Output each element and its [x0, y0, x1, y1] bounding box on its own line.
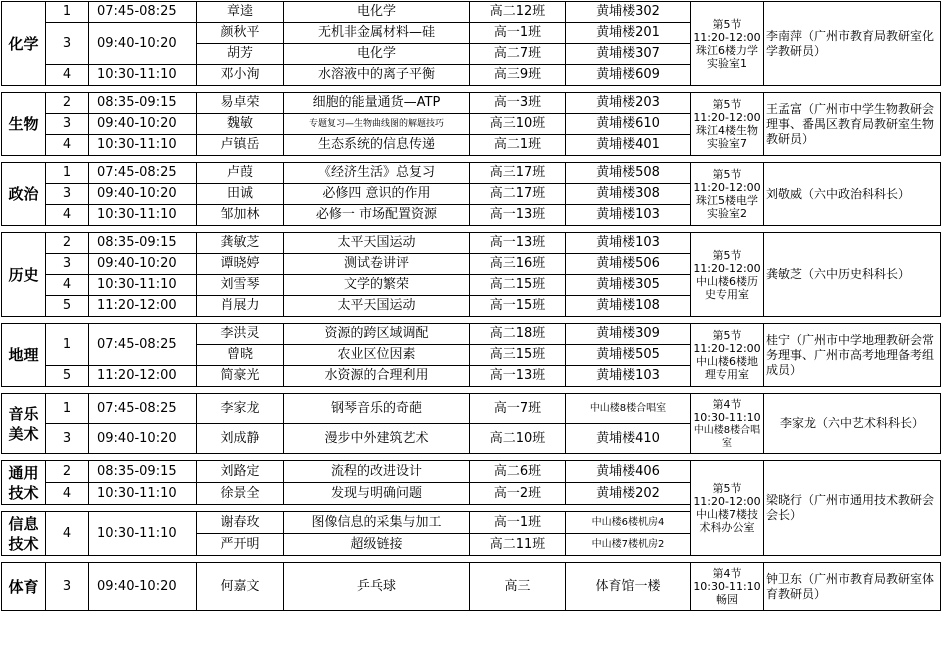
class-cell: 高二1班 — [470, 135, 566, 156]
teacher-cell: 简豪光 — [197, 366, 284, 387]
meeting-cell: 第5节 11:20-12:00 珠江6楼力学实验室1 — [691, 2, 764, 86]
teacher-cell: 田诚 — [197, 184, 284, 205]
meeting-cell: 第5节 11:20-12:00 中山楼6楼历史专用室 — [691, 233, 764, 317]
period-cell: 3 — [46, 563, 89, 611]
group-spacer — [2, 454, 941, 461]
class-cell: 高二18班 — [470, 324, 566, 345]
time-cell: 10:30-11:10 — [89, 65, 197, 86]
period-cell: 3 — [46, 254, 89, 275]
meeting-cell: 第5节 11:20-12:00 中山楼7楼技术科办公室 — [691, 461, 764, 556]
schedule-table — [1, 1, 941, 611]
class-cell: 高二10班 — [470, 424, 566, 454]
class-cell: 高二17班 — [470, 184, 566, 205]
time-cell: 09:40-10:20 — [89, 184, 197, 205]
subject-cell: 音乐 美术 — [2, 394, 46, 454]
time-cell: 09:40-10:20 — [89, 563, 197, 611]
time-cell: 07:45-08:25 — [89, 324, 197, 366]
teacher-cell: 李家龙 — [197, 394, 284, 424]
topic-cell: 细胞的能量通货—ATP — [284, 93, 470, 114]
teacher-cell: 肖展力 — [197, 296, 284, 317]
topic-cell: 水溶液中的离子平衡 — [284, 65, 470, 86]
period-cell: 2 — [46, 461, 89, 483]
group-spacer — [2, 505, 691, 512]
meeting-cell: 第4节 10:30-11:10 中山楼8楼合唱室 — [691, 394, 764, 454]
room-cell: 黄埔楼410 — [566, 424, 691, 454]
room-cell: 黄埔楼401 — [566, 135, 691, 156]
teacher-cell: 卢葭 — [197, 163, 284, 184]
expert-cell: 梁晓行（广州市通用技术教研会会长） — [764, 461, 941, 556]
room-cell: 黄埔楼203 — [566, 93, 691, 114]
time-cell: 08:35-09:15 — [89, 93, 197, 114]
time-cell: 08:35-09:15 — [89, 461, 197, 483]
meeting-cell: 第5节 11:20-12:00 中山楼6楼地理专用室 — [691, 324, 764, 387]
class-cell: 高二12班 — [470, 2, 566, 23]
room-cell: 黄埔楼508 — [566, 163, 691, 184]
topic-cell: 乒乓球 — [284, 563, 470, 611]
topic-cell: 《经济生活》总复习 — [284, 163, 470, 184]
room-cell: 黄埔楼305 — [566, 275, 691, 296]
room-cell: 体育馆一楼 — [566, 563, 691, 611]
class-cell: 高一2班 — [470, 483, 566, 505]
class-cell: 高二15班 — [470, 275, 566, 296]
period-cell: 4 — [46, 275, 89, 296]
meeting-cell: 第5节 11:20-12:00 珠江5楼电学实验室2 — [691, 163, 764, 226]
class-cell: 高一13班 — [470, 205, 566, 226]
class-cell: 高一13班 — [470, 233, 566, 254]
meeting-cell: 第4节 10:30-11:10 畅园 — [691, 563, 764, 611]
teacher-cell: 邓小洵 — [197, 65, 284, 86]
period-cell: 4 — [46, 135, 89, 156]
time-cell: 11:20-12:00 — [89, 296, 197, 317]
time-cell: 11:20-12:00 — [89, 366, 197, 387]
topic-cell: 生态系统的信息传递 — [284, 135, 470, 156]
group-spacer — [2, 86, 941, 93]
teacher-cell: 刘雪琴 — [197, 275, 284, 296]
room-cell: 黄埔楼201 — [566, 23, 691, 44]
room-cell: 黄埔楼108 — [566, 296, 691, 317]
teacher-cell: 颜秋平 — [197, 23, 284, 44]
time-cell: 07:45-08:25 — [89, 163, 197, 184]
class-cell: 高三15班 — [470, 345, 566, 366]
topic-cell: 无机非金属材料—硅 — [284, 23, 470, 44]
time-cell: 10:30-11:10 — [89, 483, 197, 505]
room-cell: 中山楼7楼机房2 — [566, 534, 691, 556]
room-cell: 黄埔楼406 — [566, 461, 691, 483]
class-cell: 高一7班 — [470, 394, 566, 424]
period-cell: 2 — [46, 93, 89, 114]
class-cell: 高一1班 — [470, 23, 566, 44]
teacher-cell: 曾晓 — [197, 345, 284, 366]
expert-cell: 龚敏芝（六中历史科科长） — [764, 233, 941, 317]
room-cell: 黄埔楼202 — [566, 483, 691, 505]
subject-cell: 信息 技术 — [2, 512, 46, 556]
subject-cell: 地理 — [2, 324, 46, 387]
group-spacer — [2, 156, 941, 163]
teacher-cell: 邹加林 — [197, 205, 284, 226]
class-cell: 高三10班 — [470, 114, 566, 135]
room-cell: 黄埔楼307 — [566, 44, 691, 65]
room-cell: 黄埔楼302 — [566, 2, 691, 23]
teacher-cell: 刘路定 — [197, 461, 284, 483]
room-cell: 中山楼6楼机房4 — [566, 512, 691, 534]
subject-cell: 政治 — [2, 163, 46, 226]
period-cell: 3 — [46, 114, 89, 135]
class-cell: 高三 — [470, 563, 566, 611]
time-cell: 07:45-08:25 — [89, 394, 197, 424]
class-cell: 高三17班 — [470, 163, 566, 184]
teacher-cell: 胡芳 — [197, 44, 284, 65]
time-cell: 08:35-09:15 — [89, 233, 197, 254]
topic-cell: 必修一 市场配置资源 — [284, 205, 470, 226]
topic-cell: 资源的跨区域调配 — [284, 324, 470, 345]
time-cell: 09:40-10:20 — [89, 424, 197, 454]
period-cell: 4 — [46, 483, 89, 505]
teacher-cell: 易卓荣 — [197, 93, 284, 114]
class-cell: 高一15班 — [470, 296, 566, 317]
teacher-cell: 龚敏芝 — [197, 233, 284, 254]
room-cell: 黄埔楼505 — [566, 345, 691, 366]
subject-cell: 体育 — [2, 563, 46, 611]
period-cell: 3 — [46, 424, 89, 454]
room-cell: 黄埔楼308 — [566, 184, 691, 205]
period-cell: 3 — [46, 184, 89, 205]
expert-cell: 桂宁（广州市中学地理教研会常务理事、广州市高考地理备考组成员） — [764, 324, 941, 387]
topic-cell: 超级链接 — [284, 534, 470, 556]
topic-cell: 文学的繁荣 — [284, 275, 470, 296]
class-cell: 高一1班 — [470, 512, 566, 534]
class-cell: 高三9班 — [470, 65, 566, 86]
teacher-cell: 何嘉文 — [197, 563, 284, 611]
topic-cell: 必修四 意识的作用 — [284, 184, 470, 205]
class-cell: 高二7班 — [470, 44, 566, 65]
topic-cell: 图像信息的采集与加工 — [284, 512, 470, 534]
class-cell: 高二6班 — [470, 461, 566, 483]
room-cell: 黄埔楼610 — [566, 114, 691, 135]
room-cell: 黄埔楼103 — [566, 233, 691, 254]
topic-cell: 农业区位因素 — [284, 345, 470, 366]
expert-cell: 钟卫东（广州市教育局教研室体育教研员） — [764, 563, 941, 611]
topic-cell: 专题复习—生物曲线图的解题技巧 — [284, 114, 470, 135]
class-cell: 高二11班 — [470, 534, 566, 556]
topic-cell: 电化学 — [284, 44, 470, 65]
time-cell: 10:30-11:10 — [89, 275, 197, 296]
subject-cell: 历史 — [2, 233, 46, 317]
time-cell: 09:40-10:20 — [89, 254, 197, 275]
period-cell: 1 — [46, 324, 89, 366]
teacher-cell: 魏敏 — [197, 114, 284, 135]
topic-cell: 电化学 — [284, 2, 470, 23]
meeting-cell: 第5节 11:20-12:00 珠江4楼生物实验室7 — [691, 93, 764, 156]
time-cell: 10:30-11:10 — [89, 205, 197, 226]
topic-cell: 测试卷讲评 — [284, 254, 470, 275]
period-cell: 5 — [46, 366, 89, 387]
expert-cell: 刘敬威（六中政治科科长） — [764, 163, 941, 226]
period-cell: 5 — [46, 296, 89, 317]
class-cell: 高三16班 — [470, 254, 566, 275]
teacher-cell: 章逵 — [197, 2, 284, 23]
subject-cell: 通用 技术 — [2, 461, 46, 505]
teacher-cell: 谭晓婷 — [197, 254, 284, 275]
time-cell: 10:30-11:10 — [89, 512, 197, 556]
topic-cell: 太平天国运动 — [284, 233, 470, 254]
teacher-cell: 李洪灵 — [197, 324, 284, 345]
teacher-cell: 卢镇岳 — [197, 135, 284, 156]
teacher-cell: 徐景全 — [197, 483, 284, 505]
time-cell: 09:40-10:20 — [89, 114, 197, 135]
topic-cell: 水资源的合理利用 — [284, 366, 470, 387]
class-cell: 高一3班 — [470, 93, 566, 114]
topic-cell: 漫步中外建筑艺术 — [284, 424, 470, 454]
group-spacer — [2, 226, 941, 233]
expert-cell: 李家龙（六中艺术科科长） — [764, 394, 941, 454]
topic-cell: 发现与明确问题 — [284, 483, 470, 505]
period-cell: 1 — [46, 2, 89, 23]
time-cell: 09:40-10:20 — [89, 23, 197, 65]
expert-cell: 王孟富（广州市中学生物教研会理事、番禺区教育局教研室生物教研员） — [764, 93, 941, 156]
room-cell: 黄埔楼309 — [566, 324, 691, 345]
teacher-cell: 谢春玫 — [197, 512, 284, 534]
room-cell: 黄埔楼103 — [566, 366, 691, 387]
topic-cell: 太平天国运动 — [284, 296, 470, 317]
group-spacer — [2, 387, 941, 394]
time-cell: 10:30-11:10 — [89, 135, 197, 156]
period-cell: 2 — [46, 233, 89, 254]
teacher-cell: 严开明 — [197, 534, 284, 556]
subject-cell: 化学 — [2, 2, 46, 86]
period-cell: 1 — [46, 394, 89, 424]
room-cell: 黄埔楼103 — [566, 205, 691, 226]
period-cell: 4 — [46, 205, 89, 226]
room-cell: 中山楼8楼合唱室 — [566, 394, 691, 424]
period-cell: 4 — [46, 65, 89, 86]
period-cell: 3 — [46, 23, 89, 65]
group-spacer — [2, 556, 941, 563]
time-cell: 07:45-08:25 — [89, 2, 197, 23]
subject-cell: 生物 — [2, 93, 46, 156]
teacher-cell: 刘成静 — [197, 424, 284, 454]
topic-cell: 流程的改进设计 — [284, 461, 470, 483]
group-spacer — [2, 317, 941, 324]
period-cell: 4 — [46, 512, 89, 556]
topic-cell: 钢琴音乐的奇葩 — [284, 394, 470, 424]
class-cell: 高一13班 — [470, 366, 566, 387]
room-cell: 黄埔楼506 — [566, 254, 691, 275]
room-cell: 黄埔楼609 — [566, 65, 691, 86]
expert-cell: 李南萍（广州市教育局教研室化学教研员） — [764, 2, 941, 86]
period-cell: 1 — [46, 163, 89, 184]
